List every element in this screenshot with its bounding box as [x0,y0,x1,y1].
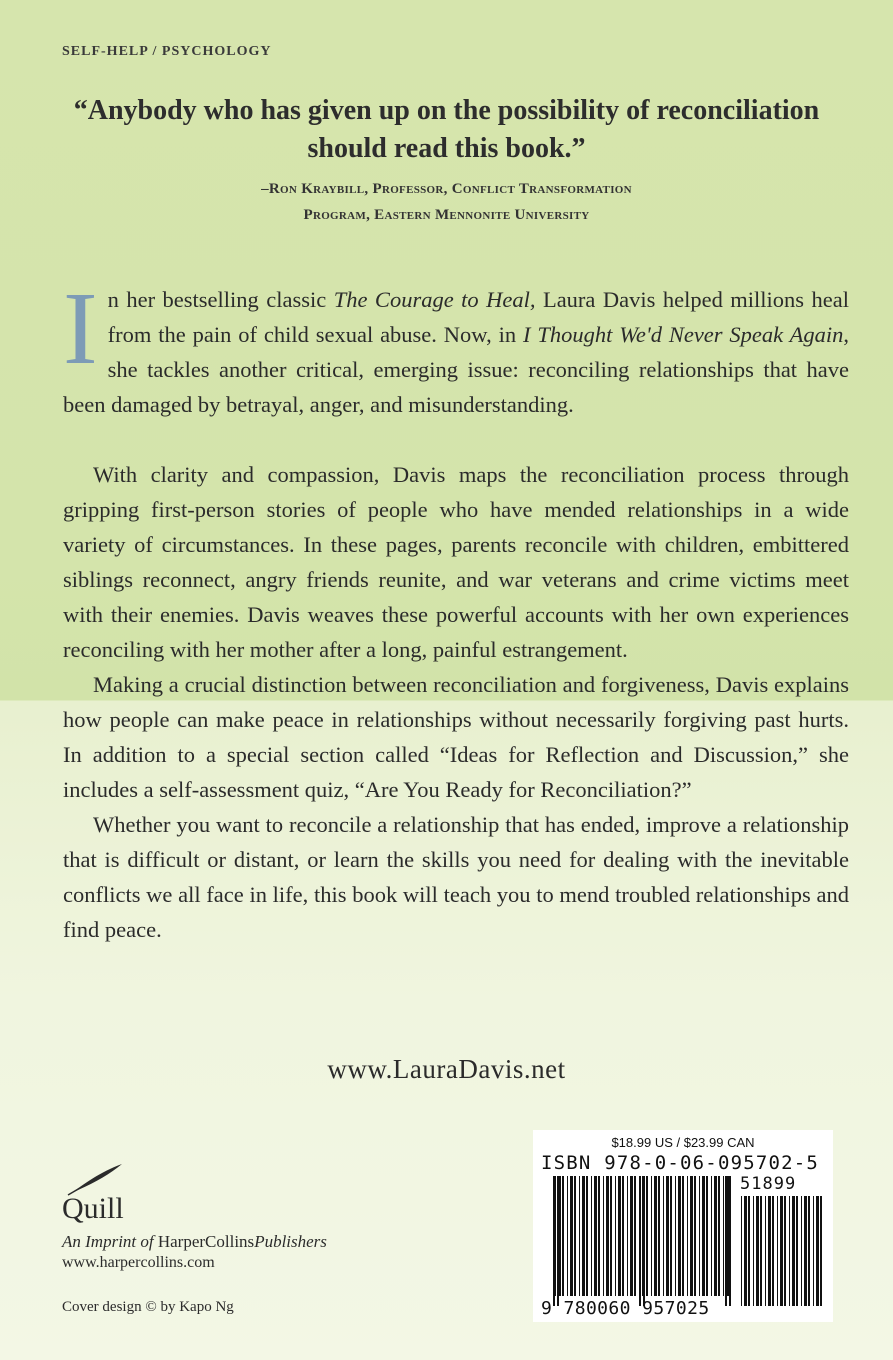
imprint-suffix: Publishers [254,1232,327,1251]
paragraph-1-text-c: , she tackles another critical, emerging issue: reconciling relationships that have been damaged by betrayal, anger, and misunderstanding. [63,322,849,417]
attribution-line-2: Program, Eastern Mennonite University [303,207,590,223]
barcode-panel [533,1130,833,1322]
paragraph-4: Whether you want to reconcile a relationship that has ended, improve a relationship that is difficult or distant, or learn the skills you need for dealing with the inevitable conflicts we all face in life, this book will teach you to mend troubled relationships and find peace. [63,812,849,942]
paragraph-3: Making a crucial distinction between reconciliation and forgiveness, Davis explains how people can make peace in relationships without necessarily forgiving past hurts. In addition to a special section called “Ideas for Reflection and Discussion,” she includes a self-assessment quiz, “Are You Ready for Reconciliation?” [63,672,849,802]
barcode-graphic [533,1130,833,1322]
title-i-thought: I Thought We'd Never Speak Again [522,322,844,347]
quill-feather-icon [66,1162,126,1196]
drop-cap: I [63,271,98,386]
title-courage-to-heal: The Courage to Heal, [333,287,536,312]
paragraph-1-text-b: Laura Davis helped millions heal from the pain of child sexual abuse. Now, in [107,287,849,347]
imprint-prefix: An Imprint of [62,1232,154,1251]
publisher-url: www.harpercollins.com [62,1254,215,1271]
category-label: SELF-HELP / PSYCHOLOGY [62,44,272,59]
imprint-name: Quill [62,1192,124,1225]
imprint-line [62,1232,327,1252]
attribution-line-1: –Ron Kraybill, Professor, Conflict Transformation [261,181,632,197]
paragraph-1-text-a: n her bestselling classic [107,287,334,312]
price-label: $18.99 US / $23.99 CAN [611,1135,755,1150]
isbn-text: ISBN 978-0-06-095702-5 [541,1152,820,1174]
addon-digits: 51899 [740,1174,797,1194]
paragraph-1 [63,271,849,457]
imprint-publisher: HarperCollins [153,1232,255,1251]
cover-credit: Cover design © by Kapo Ng [62,1299,234,1315]
endorsement-quote: “Anybody who has given up on the possibility of reconciliation should read this book.” [73,95,820,164]
paragraph-2: With clarity and compassion, Davis maps the reconciliation process through gripping first-person stories of people who have mended relationships in a wide variety of circumstances. In these pages, parents reconcile with children, embittered siblings reconnect, angry friends reunite, and war veterans and crime victims meet with their enemies. Davis weaves these powerful accounts with her own experiences reconciling with her mother after a long, painful estrangement. [63,462,849,662]
author-website: www.LauraDavis.net [327,1054,566,1084]
ean-digits: 9 780060 957025 [541,1298,710,1319]
endorsement-attribution [60,176,833,228]
description-body [63,271,849,947]
